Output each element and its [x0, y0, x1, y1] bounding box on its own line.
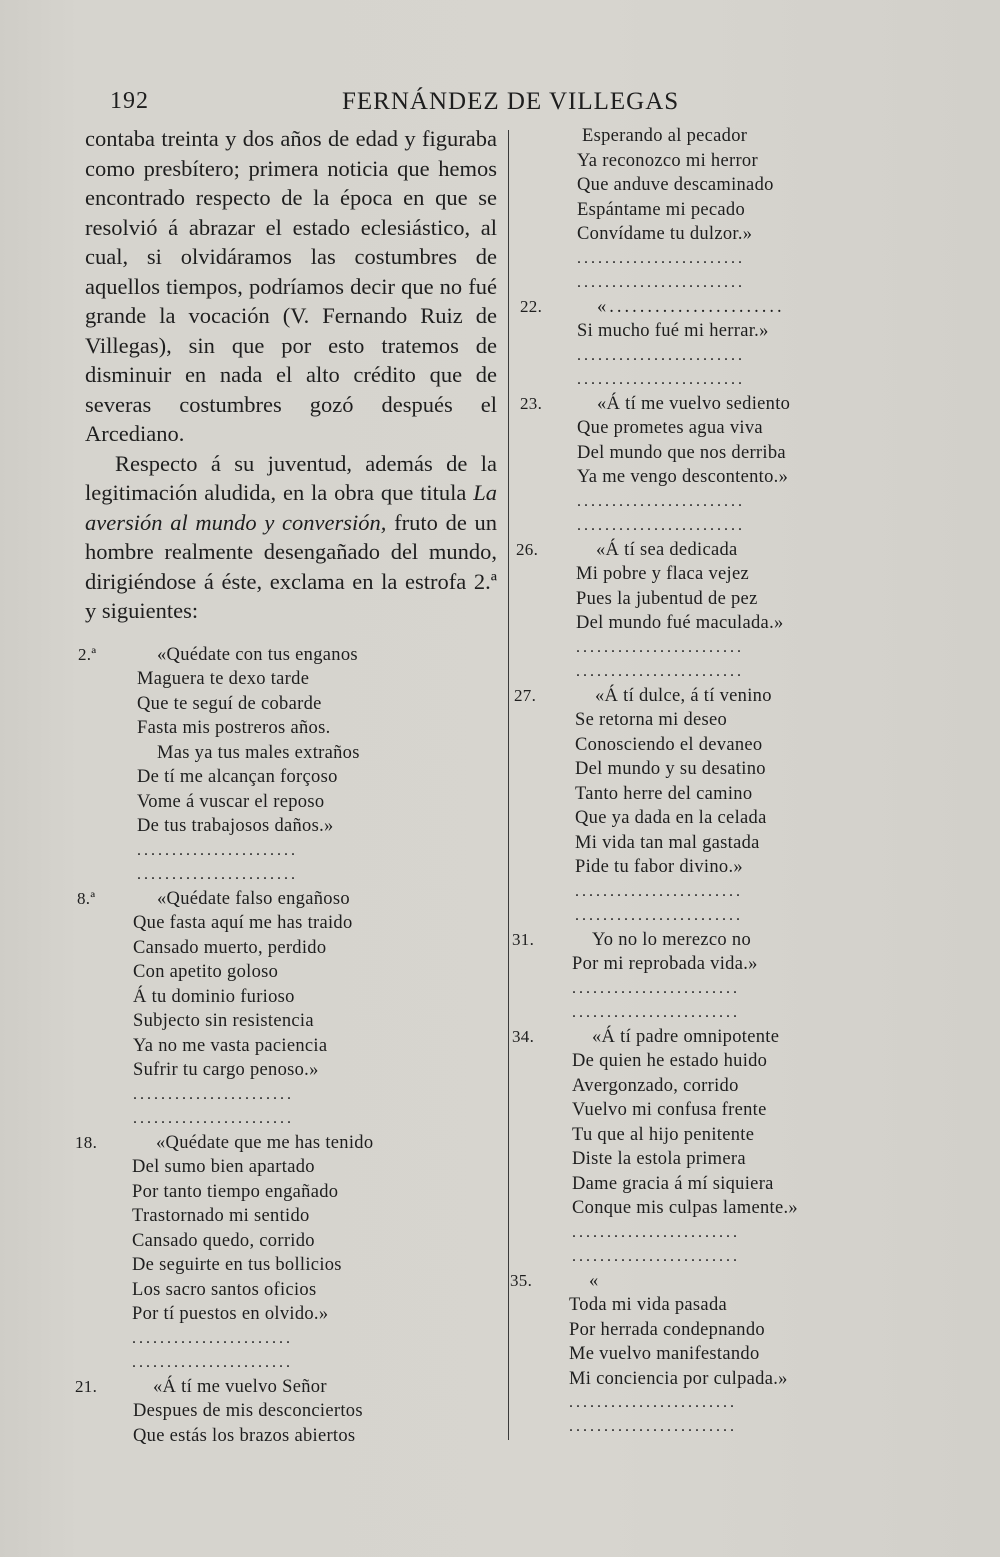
verse-line: Cansado muerto, perdido — [133, 937, 327, 958]
verse-line: Si mucho fué mi herrar.» — [577, 321, 769, 341]
paragraph-2-text-before: Respecto á su juventud, además de la legitimación aludida, en la obra que titula — [85, 450, 497, 505]
verse-line: Cansado quedo, corrido — [132, 1230, 315, 1251]
ellipsis-line: ........................ — [577, 370, 745, 388]
stanza-23 — [512, 392, 857, 538]
stanza-number: 8.ª — [77, 888, 96, 908]
ellipsis-line: ........................ — [575, 906, 743, 924]
ellipsis-line: ....................... — [132, 1329, 293, 1347]
verse-line: Diste la estola primera — [572, 1149, 746, 1169]
verse-line: Tu que al hijo penitente — [572, 1124, 755, 1145]
verse-line: Esperando al pecador — [582, 126, 748, 146]
verse-line: Que fasta aquí me has traido — [133, 913, 353, 933]
verse-line: Por tanto tiempo engañado — [132, 1181, 339, 1202]
ellipsis-line: ........................ — [572, 979, 740, 997]
stanza-26 — [512, 538, 857, 684]
verse-line: Mas ya tus males extraños — [157, 742, 360, 763]
stanza-number: 34. — [512, 1026, 535, 1046]
verse-line: Toda mi vida pasada — [569, 1295, 728, 1315]
verse-line: Del mundo y su desatino — [575, 759, 766, 779]
verse-line: Subjecto sin resistencia — [133, 1011, 314, 1031]
verse-line: Mi conciencia por culpada.» — [569, 1368, 788, 1389]
running-title: FERNÁNDEZ DE VILLEGAS — [342, 88, 680, 115]
ellipsis-line: ........................ — [577, 273, 745, 291]
verse-line: Por mi reprobada vida.» — [572, 954, 758, 974]
ellipsis-line: ........................ — [572, 1247, 740, 1265]
body-paragraph-2 — [85, 449, 497, 626]
verse-line: Me vuelvo manifestando — [569, 1344, 760, 1364]
stanza-number: 23. — [520, 393, 543, 413]
stanza-number: 21. — [75, 1376, 98, 1396]
stanza-34 — [512, 1025, 857, 1269]
ellipsis-line: ........................ — [577, 249, 745, 267]
verse-line: Los sacro santos oficios — [132, 1279, 317, 1300]
ellipsis-line: ........................ — [576, 638, 744, 656]
stanza-35 — [512, 1269, 857, 1440]
stanza-number: 2.ª — [78, 644, 97, 664]
verse-line: Con apetito goloso — [133, 962, 279, 982]
work-title: La aversión al mundo y conversión, — [85, 480, 498, 535]
verse-line: Que prometes agua viva — [577, 418, 763, 438]
verse-line: Se retorna mi deseo — [575, 710, 728, 730]
verse-line: «Quédate que me has tenido — [156, 1132, 374, 1153]
verse-line: Ya no me vasta paciencia — [133, 1035, 328, 1056]
verse-line: Que ya dada en la celada — [575, 808, 767, 828]
verse-line: Pues la jubentud de pez — [576, 588, 758, 609]
page-number: 192 — [110, 88, 149, 114]
stanza-number: 26. — [516, 539, 539, 559]
verse-line: Pide tu fabor divino.» — [575, 857, 743, 877]
stanza-8 — [77, 887, 497, 1131]
verse-line: Convídame tu dulzor.» — [577, 224, 753, 244]
verse-line: De tus trabajosos daños.» — [137, 816, 334, 836]
verse-line: Ya reconozco mi herror — [577, 150, 758, 171]
column-divider — [508, 130, 509, 1440]
ellipsis-line: ........................ — [576, 662, 744, 680]
verse-line: Por tí puestos en olvido.» — [132, 1304, 329, 1324]
ellipsis-line: ....................... — [132, 1353, 293, 1371]
verse-line: Por herrada condepnando — [569, 1319, 765, 1340]
stanza-continued — [512, 124, 857, 295]
stanza-number: 35. — [510, 1270, 533, 1290]
verse-line: Espántame mi pecado — [577, 199, 746, 220]
stanza-22 — [512, 295, 857, 392]
stanza-number: 31. — [512, 929, 535, 949]
verse-line: Del sumo bien apartado — [132, 1157, 315, 1177]
stanza-number: 22. — [520, 296, 543, 316]
verse-line: « — [589, 1270, 599, 1291]
verse-line: «....................... — [597, 296, 785, 317]
body-paragraph-1: contaba treinta y dos años de edad y figuraba como presbítero; primera noticia que hemos encontrado respecto de la época en que se resolvió á abrazar el estado eclesiástico, al cual, si olvidáramos las costumbres de aquellos tiempos, podríamos decir que no fué grande la vocación (V. Fernando Ruiz de Villegas), sin que por esto tratemos de disminuir en nada el alto crédito que de severas costumbres gozó después el Arcediano. — [85, 126, 497, 446]
stanza-number: 18. — [75, 1132, 98, 1152]
verse-line: Mi vida tan mal gastada — [575, 832, 760, 853]
verse-line: Que te seguí de cobarde — [137, 693, 322, 714]
verse-line: Que anduve descaminado — [577, 175, 774, 195]
verse-line: «Á tí me vuelvo Señor — [153, 1376, 327, 1397]
stanza-27 — [512, 684, 857, 928]
verse-line: Vome á vuscar el reposo — [137, 791, 325, 812]
verse-line: Despues de mis desconciertos — [133, 1401, 363, 1421]
ellipsis-line: ........................ — [569, 1394, 737, 1411]
ellipsis-line: ........................ — [577, 346, 745, 364]
verse-line: Sufrir tu cargo penoso.» — [133, 1060, 319, 1080]
page-header — [0, 84, 1000, 124]
ellipsis-line: ....................... — [137, 841, 298, 859]
verse-line: Vuelvo mi confusa frente — [572, 1100, 767, 1120]
paragraph-2-text-after: fruto de un hombre realmente desengañado del mundo, dirigiéndose á éste, exclama en la estrofa 2.ª y siguientes: — [85, 509, 498, 623]
verse-line: De seguirte en tus bollicios — [132, 1255, 342, 1275]
verse-line: Fasta mis postreros años. — [137, 718, 331, 738]
verse-line: De tí me alcançan forçoso — [137, 767, 338, 787]
verse-line: Dame gracia á mí siquiera — [572, 1173, 774, 1194]
verse-line: «Á tí dulce, á tí venino — [595, 685, 772, 706]
verse-line: Conosciendo el devaneo — [575, 734, 763, 755]
stanza-21 — [75, 1375, 497, 1449]
stanza-2 — [78, 643, 497, 887]
verse-line: «Quédate con tus enganos — [157, 644, 358, 665]
ellipsis-line: ........................ — [575, 882, 743, 900]
verse-line: De quien he estado huido — [572, 1051, 768, 1071]
ellipsis-line: ........................ — [572, 1223, 740, 1241]
verse-line: «Á tí me vuelvo sediento — [597, 393, 791, 414]
ellipsis-line: ....................... — [133, 1109, 294, 1127]
ellipsis-line: ....................... — [137, 865, 298, 883]
stanza-18 — [75, 1131, 497, 1375]
ellipsis-line: ........................ — [572, 1003, 740, 1021]
verse-line: Yo no lo merezco no — [592, 929, 751, 950]
verse-line: Mi pobre y flaca vejez — [576, 564, 750, 584]
verse-line: Conque mis culpas lamente.» — [572, 1198, 798, 1218]
verse-line: Avergonzado, corrido — [572, 1075, 739, 1096]
verse-line: Del mundo fué maculada.» — [576, 613, 784, 633]
verse-line: «Quédate falso engañoso — [157, 888, 350, 909]
verse-line: «Á tí sea dedicada — [596, 539, 738, 560]
left-column — [75, 124, 498, 1448]
ellipsis-line: ........................ — [577, 516, 745, 534]
stanza-31 — [512, 928, 857, 1025]
right-column — [512, 124, 857, 1439]
verse-line: Que estás los brazos abiertos — [133, 1425, 356, 1446]
ellipsis-line: ........................ — [577, 492, 745, 510]
verse-line: Á tu dominio furioso — [133, 986, 295, 1007]
stanza-number: 27. — [514, 685, 537, 705]
verse-line: Trastornado mi sentido — [132, 1206, 310, 1226]
ellipsis-line: ........................ — [569, 1418, 737, 1435]
ellipsis-line: ....................... — [133, 1085, 294, 1103]
verse-line: Del mundo que nos derriba — [577, 442, 786, 463]
verse-line: Tanto herre del camino — [575, 783, 753, 804]
verse-line: Maguera te dexo tarde — [137, 669, 310, 689]
verse-line: Ya me vengo descontento.» — [577, 467, 789, 487]
verse-line: «Á tí padre omnipotente — [592, 1026, 780, 1047]
